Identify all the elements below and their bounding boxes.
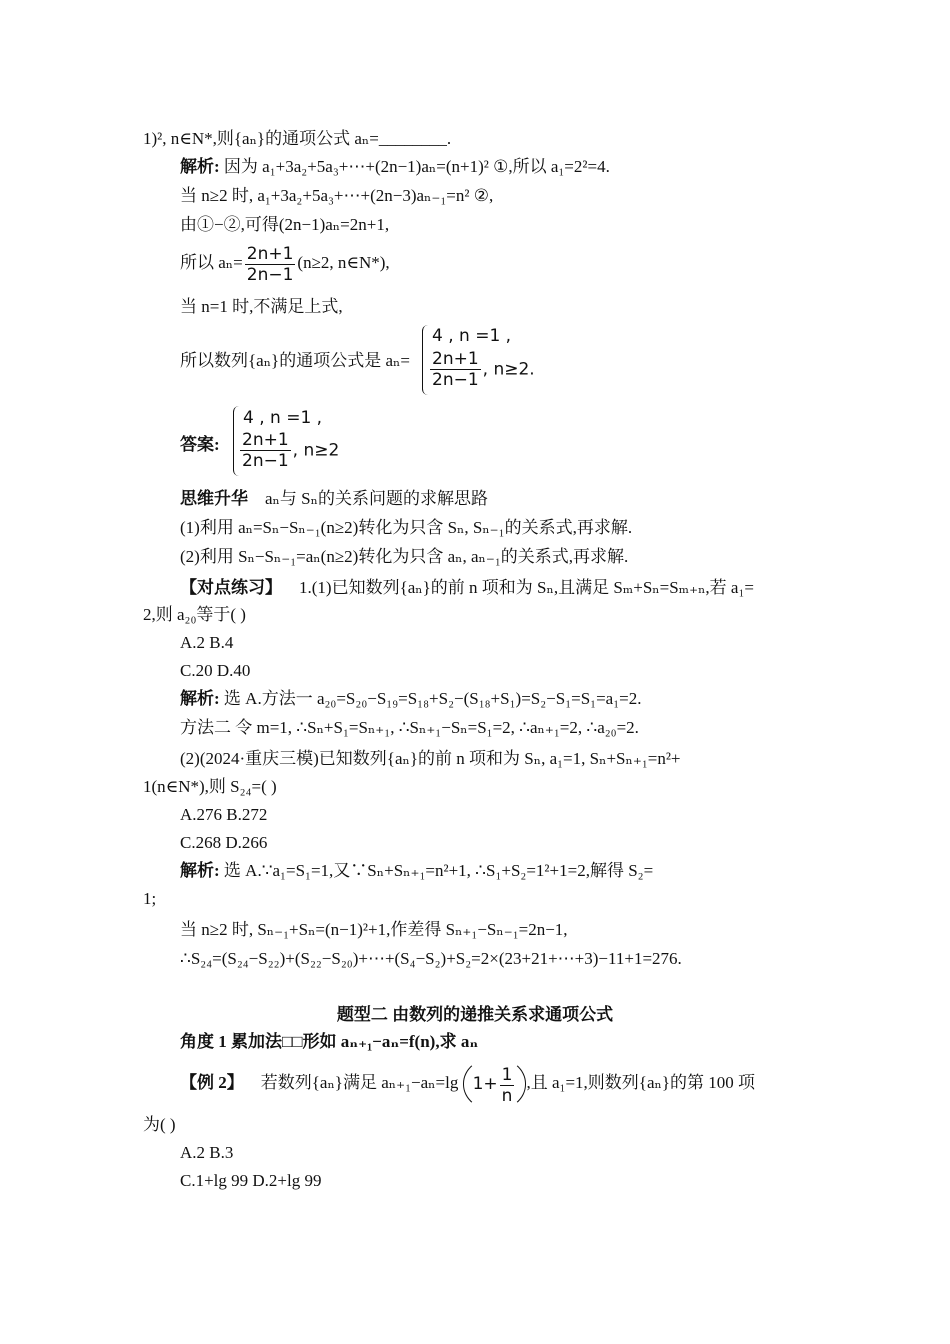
paren-one: 1+: [472, 1074, 498, 1095]
solution-label: 解析:: [180, 861, 220, 880]
solution-line-4: [180, 241, 390, 285]
fraction-numerator: 2n+1: [432, 349, 479, 369]
thinking-heading: [180, 488, 488, 510]
fraction-numerator: 1: [501, 1064, 513, 1085]
solution-line-3: 由①−②,可得(2n−1)aₙ=2n+1,: [180, 215, 390, 234]
exercise2-solution-3: ∴S₂₄=(S₂₄−S₂₂)+(S₂₂−S₂₀)+⋯+(S₄−S₂)+S₂=2×(23+21+⋯+3)−11+1=276.: [180, 949, 682, 968]
solution-text: 选 A.方法一 a₂₀=S₂₀−S₁₉=S₁₈+S₂−(S₁₈+S₁)=S₂−S₁=S₁=a₁=2.: [223, 689, 642, 708]
paren-shape: [463, 1057, 527, 1111]
solution-text: 选 A.∵a₁=S₁=1,又∵Sₙ+Sₙ₊₁=n²+1, ∴S₁+S₂=1²+1=2,解得 S₂=: [223, 861, 654, 880]
example-line-1: [180, 1060, 755, 1107]
exercise-solution-2: 方法二 令 m=1, ∴Sₙ+S₁=Sₙ₊₁, ∴Sₙ₊₁−Sₙ=S₁=2, ∴aₙ₊₁=2, ∴a₂₀=2.: [180, 718, 639, 737]
fraction: [430, 349, 481, 390]
solution-line-1: [180, 156, 610, 178]
example-options-1: A.2 B.3: [180, 1143, 234, 1162]
example-line-2: 为( ): [143, 1115, 176, 1134]
solution-label: 解析:: [180, 689, 220, 708]
solution-line-5: 当 n=1 时,不满足上式,: [180, 297, 343, 316]
fraction: [240, 430, 291, 471]
case-condition: , n≥2: [292, 440, 340, 461]
example-text: 若数列{aₙ}满足 aₙ₊₁−aₙ=lg: [260, 1073, 459, 1092]
thinking-topic: aₙ与 Sₙ的关系问题的求解思路: [265, 489, 488, 508]
piecewise-case-2: [428, 349, 535, 390]
line-question-tail: 1)², n∈N*,则{aₙ}的通项公式 aₙ=________.: [143, 129, 452, 148]
thinking-point-2: (2)利用 Sₙ−Sₙ₋₁=aₙ(n≥2)转化为只含 aₙ, aₙ₋₁的关系式,再求解.: [180, 547, 629, 566]
exercise-options-2: C.20 D.40: [180, 661, 251, 680]
exercise-solution-1: [180, 688, 642, 710]
example-label: 【例 2】: [180, 1073, 244, 1092]
fraction-denominator: n: [501, 1085, 513, 1106]
fraction: [245, 244, 296, 285]
answer-case-2: [238, 430, 339, 471]
exercise2-line-2: 1(n∈N*),则 S₂₄=( ): [143, 777, 277, 796]
exercise2-solution-2: 当 n≥2 时, Sₙ₋₁+Sₙ=(n−1)²+1,作差得 Sₙ₊₁−Sₙ₋₁=2n−1,: [180, 920, 568, 939]
solution-label: 解析:: [180, 157, 220, 176]
exercise2-solution-1: [180, 860, 653, 882]
exercise-line-1: [180, 577, 754, 599]
exercise-options-1: A.2 B.4: [180, 633, 234, 652]
exercise2-options-2: C.268 D.266: [180, 833, 268, 852]
fraction-denominator: 2n−1: [242, 451, 289, 471]
formula-prefix: 所以 aₙ=: [180, 253, 243, 272]
exercise2-solution-1b: 1;: [143, 889, 157, 908]
fraction-denominator: 2n−1: [246, 264, 294, 285]
section-title: 题型二 由数列的递推关系求通项公式: [336, 1005, 614, 1024]
piecewise-case-1: 4 , n =1 ,: [432, 326, 512, 346]
exercise-text: 1.(1)已知数列{aₙ}的前 n 项和为 Sₙ,且满足 Sₘ+Sₙ=Sₘ₊ₙ,若 a₁=: [299, 578, 754, 597]
angle-title: 角度 1 累加法□□形如 aₙ₊₁−aₙ=f(n),求 aₙ: [180, 1032, 479, 1051]
parenthesized-expression: [463, 1061, 527, 1107]
exercise2-line-1: (2)(2024·重庆三模)已知数列{aₙ}的前 n 项和为 Sₙ, a₁=1, Sₙ+Sₙ₊₁=n²+: [180, 749, 681, 768]
solution-line-6: 所以数列{aₙ}的通项公式是 aₙ=: [180, 351, 410, 370]
exercise-label: 【对点练习】: [180, 578, 282, 597]
example-options-2: C.1+lg 99 D.2+lg 99: [180, 1171, 322, 1190]
fraction-numerator: 2n+1: [246, 243, 294, 264]
exercise2-options-1: A.276 B.272: [180, 805, 268, 824]
fraction-numerator: 2n+1: [242, 430, 289, 450]
fraction-denominator: 2n−1: [432, 370, 479, 390]
exercise-line-2: 2,则 a₂₀等于( ): [143, 605, 246, 624]
answer-label: 答案:: [180, 435, 220, 454]
thinking-point-1: (1)利用 aₙ=Sₙ−Sₙ₋₁(n≥2)转化为只含 Sₙ, Sₙ₋₁的关系式,再求解.: [180, 518, 633, 537]
formula-suffix: (n≥2, n∈N*),: [297, 253, 390, 272]
example-text-tail: ,且 a₁=1,则数列{aₙ}的第 100 项: [526, 1073, 755, 1092]
answer-case-1: 4 , n =1 ,: [243, 408, 323, 428]
thinking-label: 思维升华: [180, 489, 248, 508]
solution-text: 因为 a₁+3a₂+5a₃+⋯+(2n−1)aₙ=(n+1)² ①,所以 a₁=2²=4.: [223, 157, 610, 176]
case-condition: , n≥2.: [482, 359, 535, 380]
solution-line-2: 当 n≥2 时, a₁+3a₂+5a₃+⋯+(2n−3)aₙ₋₁=n² ②,: [180, 186, 494, 205]
